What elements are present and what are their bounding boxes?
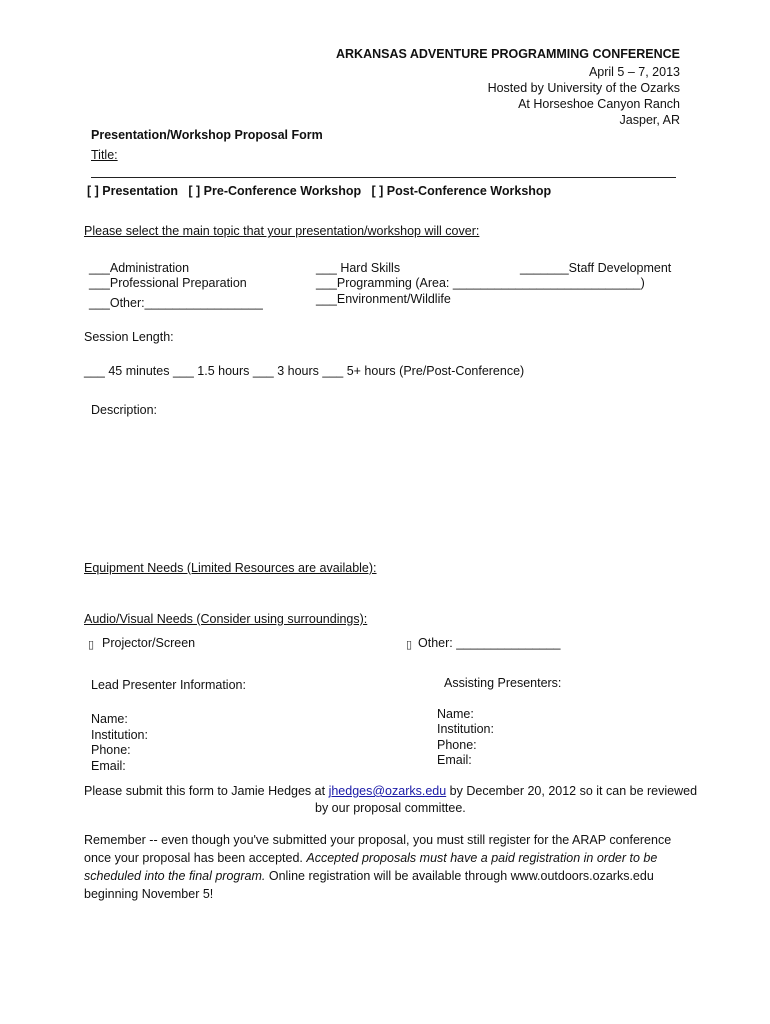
lead-phone-field[interactable]: Phone:: [91, 743, 131, 757]
title-input-line[interactable]: [91, 177, 676, 178]
assist-email-field[interactable]: Email:: [437, 753, 472, 767]
other-checkbox-icon[interactable]: ▯: [406, 638, 413, 651]
submit-email-link[interactable]: jhedges@ozarks.edu: [328, 784, 447, 798]
reminder-text-2a: once your proposal has been accepted.: [84, 851, 307, 865]
assist-name-field[interactable]: Name:: [437, 707, 474, 721]
title-label: Title:: [91, 148, 118, 162]
topic-programming[interactable]: ___Programming (Area: ___________________________): [316, 276, 645, 290]
topic-prompt: Please select the main topic that your presentation/workshop will cover:: [84, 224, 480, 238]
assisting-presenters-label: Assisting Presenters:: [444, 676, 562, 690]
reminder-line-4: beginning November 5!: [84, 887, 214, 901]
session-length-options[interactable]: ___ 45 minutes ___ 1.5 hours ___ 3 hours ___ 5+ hours (Pre/Post-Conference): [84, 364, 525, 378]
topic-other[interactable]: ___Other:_________________: [89, 296, 263, 310]
submit-text-post: by December 20, 2012 so it can be reviewed: [446, 784, 698, 798]
conference-dates: April 5 – 7, 2013: [588, 65, 680, 79]
topic-professional-preparation[interactable]: ___Professional Preparation: [89, 276, 247, 290]
conference-location: Jasper, AR: [619, 113, 680, 127]
description-label: Description:: [91, 403, 157, 417]
submit-instructions: [84, 783, 697, 799]
reminder-text-2b: Accepted proposals must have a paid registration in order to be: [306, 851, 658, 865]
assist-institution-field[interactable]: Institution:: [437, 722, 494, 736]
lead-institution-field[interactable]: Institution:: [91, 728, 148, 742]
reminder-line-3: [84, 868, 654, 884]
conference-venue: At Horseshoe Canyon Ranch: [518, 97, 680, 111]
session-length-label: Session Length:: [84, 330, 174, 344]
reminder-text-3b: Online registration will be available through www.outdoors.ozarks.edu: [265, 869, 654, 883]
conference-host: Hosted by University of the Ozarks: [487, 81, 680, 95]
lead-name-field[interactable]: Name:: [91, 712, 128, 726]
reminder-line-1: Remember -- even though you've submitted your proposal, you must still register for the ARAP conference: [84, 833, 672, 847]
form-heading: Presentation/Workshop Proposal Form: [91, 128, 323, 142]
lead-email-field[interactable]: Email:: [91, 759, 126, 773]
topic-administration[interactable]: ___Administration: [89, 261, 190, 275]
presentation-type-options[interactable]: [ ] Presentation [ ] Pre-Conference Workshop [ ] Post-Conference Workshop: [87, 184, 552, 198]
reminder-text-3a: scheduled into the final program.: [84, 869, 266, 883]
equipment-needs-label: Equipment Needs (Limited Resources are available):: [84, 561, 377, 575]
projector-checkbox-icon[interactable]: ▯: [88, 638, 95, 651]
submit-instructions-line2: by our proposal committee.: [315, 801, 466, 815]
topic-staff-development[interactable]: _______Staff Development: [520, 261, 672, 275]
av-other-label[interactable]: Other: _______________: [418, 636, 561, 650]
assist-phone-field[interactable]: Phone:: [437, 738, 477, 752]
reminder-line-2: [84, 850, 657, 866]
av-needs-label: Audio/Visual Needs (Consider using surroundings):: [84, 612, 368, 626]
topic-environment[interactable]: ___Environment/Wildlife: [316, 292, 451, 306]
submit-text-pre: Please submit this form to Jamie Hedges at: [84, 784, 329, 798]
lead-presenter-label: Lead Presenter Information:: [91, 678, 246, 692]
topic-hard-skills[interactable]: ___ Hard Skills: [316, 261, 401, 275]
conference-title: ARKANSAS ADVENTURE PROGRAMMING CONFERENCE: [336, 47, 680, 61]
av-projector-label: Projector/Screen: [102, 636, 196, 650]
